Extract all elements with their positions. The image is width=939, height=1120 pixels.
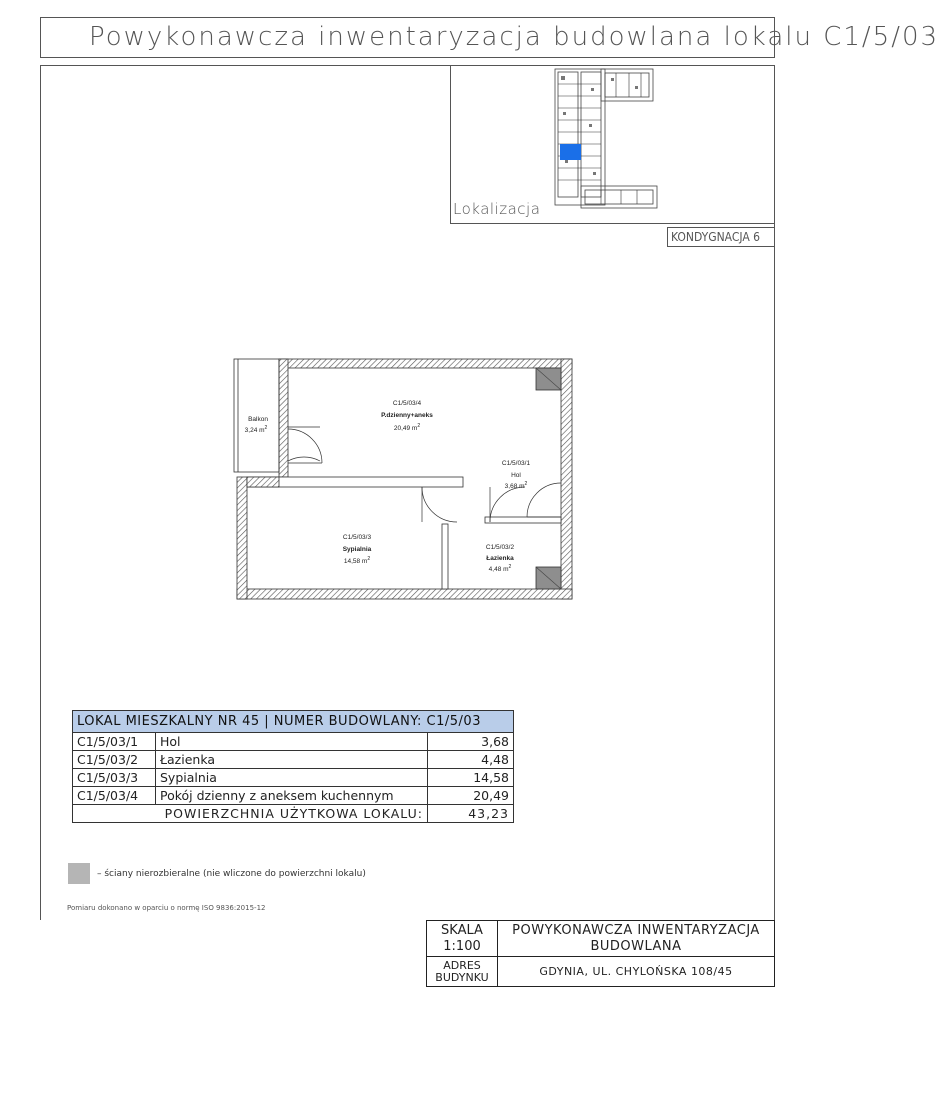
room-1-name: Hol bbox=[511, 472, 521, 479]
wall-left-lower bbox=[237, 477, 247, 599]
floor-label: KONDYGNACJA 6 bbox=[671, 230, 761, 244]
room-1-area-value: 3,68 m bbox=[504, 483, 525, 490]
table-header: LOKAL MIESZKALNY NR 45 | NUMER BUDOWLANY: C1/5/03 bbox=[73, 711, 514, 733]
room-4-id: C1/5/03/4 bbox=[392, 400, 422, 407]
room-4-area bbox=[394, 423, 421, 432]
building-wing-vertical bbox=[555, 69, 605, 205]
row-id: C1/5/03/3 bbox=[73, 769, 156, 787]
row-name: Sypialnia bbox=[156, 769, 428, 787]
row-id: C1/5/03/1 bbox=[73, 733, 156, 751]
row-name: Hol bbox=[156, 733, 428, 751]
row-area: 14,58 bbox=[428, 769, 514, 787]
row-name: Pokój dzienny z aneksem kuchennym bbox=[156, 787, 428, 805]
room-4-area-value: 20,49 m bbox=[393, 425, 418, 432]
room-3-area-value: 14,58 m bbox=[343, 558, 368, 565]
room-1-id: C1/5/03/1 bbox=[501, 460, 531, 467]
partition-vertical bbox=[442, 524, 448, 589]
document-type-line1: POWYKONAWCZA INWENTARYZACJA bbox=[512, 922, 760, 938]
table-row bbox=[73, 787, 514, 805]
wall-top bbox=[279, 359, 572, 368]
rooms-table bbox=[72, 710, 514, 823]
wall-right bbox=[561, 359, 572, 599]
total-label: POWIERZCHNIA UŻYTKOWA LOKALU: bbox=[73, 805, 428, 823]
row-id: C1/5/03/4 bbox=[73, 787, 156, 805]
document-type-cell bbox=[498, 921, 775, 957]
room-2-id: C1/5/03/2 bbox=[485, 544, 515, 551]
total-value: 43,23 bbox=[428, 805, 514, 823]
page-title: Powykonawcza inwentaryzacja budowlana lokalu C1/5/03 bbox=[89, 22, 939, 52]
room-1-area bbox=[505, 481, 528, 490]
table-total-row bbox=[73, 805, 514, 823]
table-row bbox=[73, 751, 514, 769]
location-box bbox=[450, 65, 775, 224]
address-value: GDYNIA, UL. CHYLOŃSKA 108/45 bbox=[498, 957, 775, 987]
location-highlight bbox=[560, 144, 581, 160]
row-area: 3,68 bbox=[428, 733, 514, 751]
legend-swatch bbox=[68, 863, 90, 884]
title-block bbox=[426, 920, 775, 987]
building-wing-top bbox=[601, 69, 653, 101]
room-3-area bbox=[344, 556, 371, 565]
floor-plan bbox=[232, 357, 577, 602]
room-2-area bbox=[489, 564, 512, 573]
room-3-name: Sypialnia bbox=[342, 546, 372, 553]
address-label-2: BUDYNKU bbox=[435, 970, 489, 984]
location-label: Lokalizacja bbox=[453, 200, 541, 218]
room-3-id: C1/5/03/3 bbox=[342, 534, 372, 541]
address-label-cell bbox=[427, 957, 498, 987]
balcony-area bbox=[245, 425, 268, 434]
room-4-area-sup: 2 bbox=[417, 423, 421, 429]
table-row bbox=[73, 733, 514, 751]
wall-bottom bbox=[237, 589, 572, 599]
room-1-area-sup: 2 bbox=[524, 481, 528, 487]
room-3-area-sup: 2 bbox=[367, 556, 371, 562]
scale-value: 1:100 bbox=[443, 938, 481, 954]
balcony-area-value: 3,24 m bbox=[244, 427, 265, 434]
room-4-name: P.dzienny+aneks bbox=[381, 412, 433, 419]
row-id: C1/5/03/2 bbox=[73, 751, 156, 769]
title-frame bbox=[40, 17, 939, 58]
row-name: Łazienka bbox=[156, 751, 428, 769]
document-type-line2: BUDOWLANA bbox=[590, 938, 682, 954]
balcony-area-sup: 2 bbox=[264, 425, 268, 431]
table-row bbox=[73, 769, 514, 787]
scale-label: SKALA bbox=[441, 922, 483, 938]
room-2-area-sup: 2 bbox=[508, 564, 512, 570]
legend-text: – ściany nierozbieralne (nie wliczone do powierzchni lokalu) bbox=[97, 869, 366, 879]
measurement-note: Pomiaru dokonano w oparciu o normę ISO 9836:2015-12 bbox=[67, 904, 266, 912]
row-area: 20,49 bbox=[428, 787, 514, 805]
floor-label-box bbox=[667, 227, 775, 247]
scale-cell bbox=[427, 921, 498, 957]
wall-left-upper bbox=[279, 359, 288, 477]
room-2-name: Łazienka bbox=[486, 555, 514, 562]
partition-bathroom-top bbox=[485, 517, 561, 523]
room-2-area-value: 4,48 m bbox=[488, 566, 509, 573]
address-label-1: ADRES bbox=[443, 958, 481, 972]
row-area: 4,48 bbox=[428, 751, 514, 769]
balcony-name: Balkon bbox=[248, 416, 268, 423]
